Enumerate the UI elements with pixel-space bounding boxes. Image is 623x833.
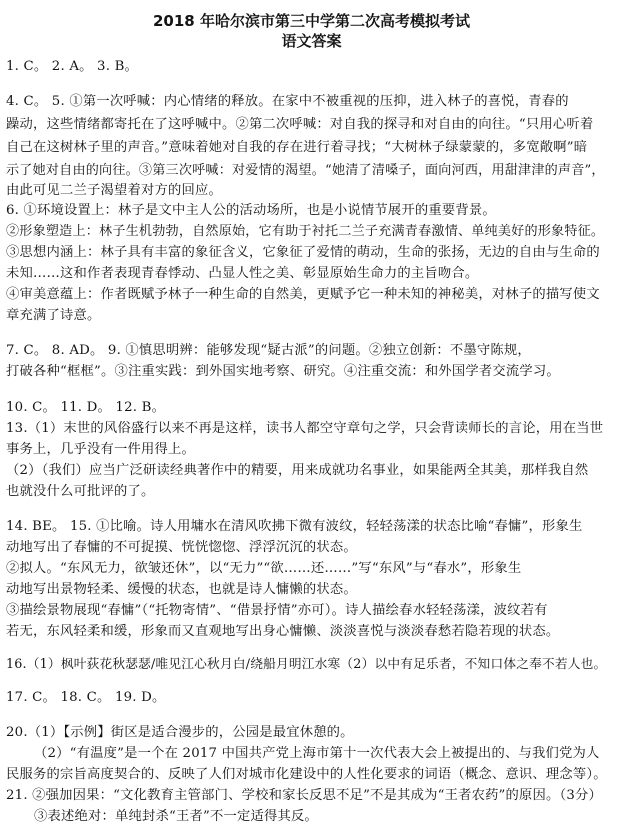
answer-line: 21. ②强加因果：“文化教育主管部门、学校和家长反思不足”不是其成为“王者农药”的原因。（3分）: [6, 788, 603, 803]
answer-line: 20.（1）【示例】街区是适合漫步的，公园是最宜休憩的。: [6, 725, 354, 740]
answer-line: ④审美意蕴上：作者既赋予林子一种生命的自然美，更赋予它一种未知的神秘美，对林子的描写使文: [6, 287, 600, 302]
answer-line: （2）“有温度”是一个在 2017 中国共产党上海市第十一次代表大会上被提出的、与我们党为人: [34, 746, 600, 761]
answer-line: 由此可见二兰子渴望着对方的回应。: [6, 183, 222, 198]
answer-line: 14. BE。 15. ①比喻。诗人用墉水在清风吹拂下微有波纹，轻轻荡漾的状态比喻“春慵”，形象生: [6, 519, 583, 534]
answer-line: 示了她对自由的向往。③第三次呼喊：对爱情的渴望。“她清了清嗓子，面向河西，用甜津津的声音”，: [6, 163, 605, 178]
answer-line: 动地写出了春慵的不可捉摸、恍恍惚惚、浮浮沉沉的状态。: [6, 540, 357, 555]
answer-line: 7. C。 8. AD。 9. ①慎思明辨：能够发现“疑古派”的问题。②独立创新：不墨守陈规，: [6, 343, 531, 358]
answer-line: 6. ①环境设置上：林子是文中主人公的活动场所，也是小说情节展开的重要背景。: [6, 203, 496, 218]
answer-line: 4. C。 5. ①第一次呼喊：内心情绪的释放。在家中不被重视的压抑，进入林子的喜悦，青春的: [6, 94, 569, 109]
answer-line: 民服务的宗旨高度契合的、反映了人们对城市化建设中的人性化要求的词语（概念、意识、理念等）。: [6, 767, 607, 782]
answer-line: 13.（1）末世的风俗盛行以来不再是这样，读书人都空守章句之学，只会背读师长的言论，用在当世: [6, 421, 604, 436]
answer-line: ②形象塑造上：林子生机勃勃，自然原始，它有助于衬托二兰子充满青春激情、单纯美好的形象特征。: [6, 224, 605, 239]
answer-line: 16.（1）枫叶荻花秋瑟瑟/唯见江心秋月白/绕船月明江水寒（2）以中有足乐者，不知口体之奉不若人也。: [6, 656, 607, 671]
answer-line: 1. C。 2. A。 3. B。: [6, 59, 139, 74]
answer-line: 躁动，这些情绪都寄托在了这呼喊中。②第二次呼喊：对自我的探寻和对自由的向往。“只用心听着: [6, 117, 594, 132]
answer-line: 也就没什么可批评的了。: [6, 484, 155, 499]
answer-line: ③描绘景物展现“春慵”（“托物寄情”、“借景抒情”亦可）。诗人描绘春水轻轻荡漾，波纹若有: [6, 603, 548, 618]
answer-line: ②拟人。“东风无力，欲皱还休”，以“无力”“欲……还……”写“东风”与“春水”，形象生: [6, 561, 522, 576]
answer-line: 17. C。 18. C。 19. D。: [6, 690, 166, 705]
answer-line: （2）（我们）应当广泛研读经典著作中的精要，用来成就功名事业，如果能两全其美，那样我自然: [6, 463, 589, 478]
answer-line: ③表述绝对：单纯封杀“王者”不一定适得其反。: [34, 809, 318, 824]
answer-line: ③思想内涵上：林子具有丰富的象征含义，它象征了爱情的萌动，生命的张扬，无边的自由与生命的: [6, 245, 600, 260]
answer-line: 事务上，几乎没有一件用得上。: [6, 442, 195, 457]
document-subtitle: 语文答案: [281, 32, 342, 50]
answer-line: 10. C。 11. D。 12. B。: [6, 400, 166, 415]
answer-line: 打破各种“框框”。③注重实践：到外国实地考察、研究。④注重交流：和外国学者交流学习。: [6, 364, 560, 379]
answer-line: 自己在这树林子里的声音。”意味着她对自我的存在进行着寻找；“大树林子绿蒙蒙的，多宽敞啊”暗: [6, 140, 588, 155]
document-title: 2018 年哈尔滨市第三中学第二次高考模拟考试: [153, 12, 470, 30]
answer-line: 动地写出景物轻柔、缓慢的状态，也就是诗人慵懒的状态。: [6, 582, 357, 597]
answer-line: 若无，东风轻柔和缓，形象而又直观地写出身心慵懒、淡淡喜悦与淡淡春愁若隐若现的状态。: [6, 624, 560, 639]
answer-line: 章充满了诗意。: [6, 308, 101, 323]
answer-line: 未知……这和作者表现青春悸动、凸显人性之美、彰显原始生命力的主旨吻合。: [6, 266, 479, 281]
